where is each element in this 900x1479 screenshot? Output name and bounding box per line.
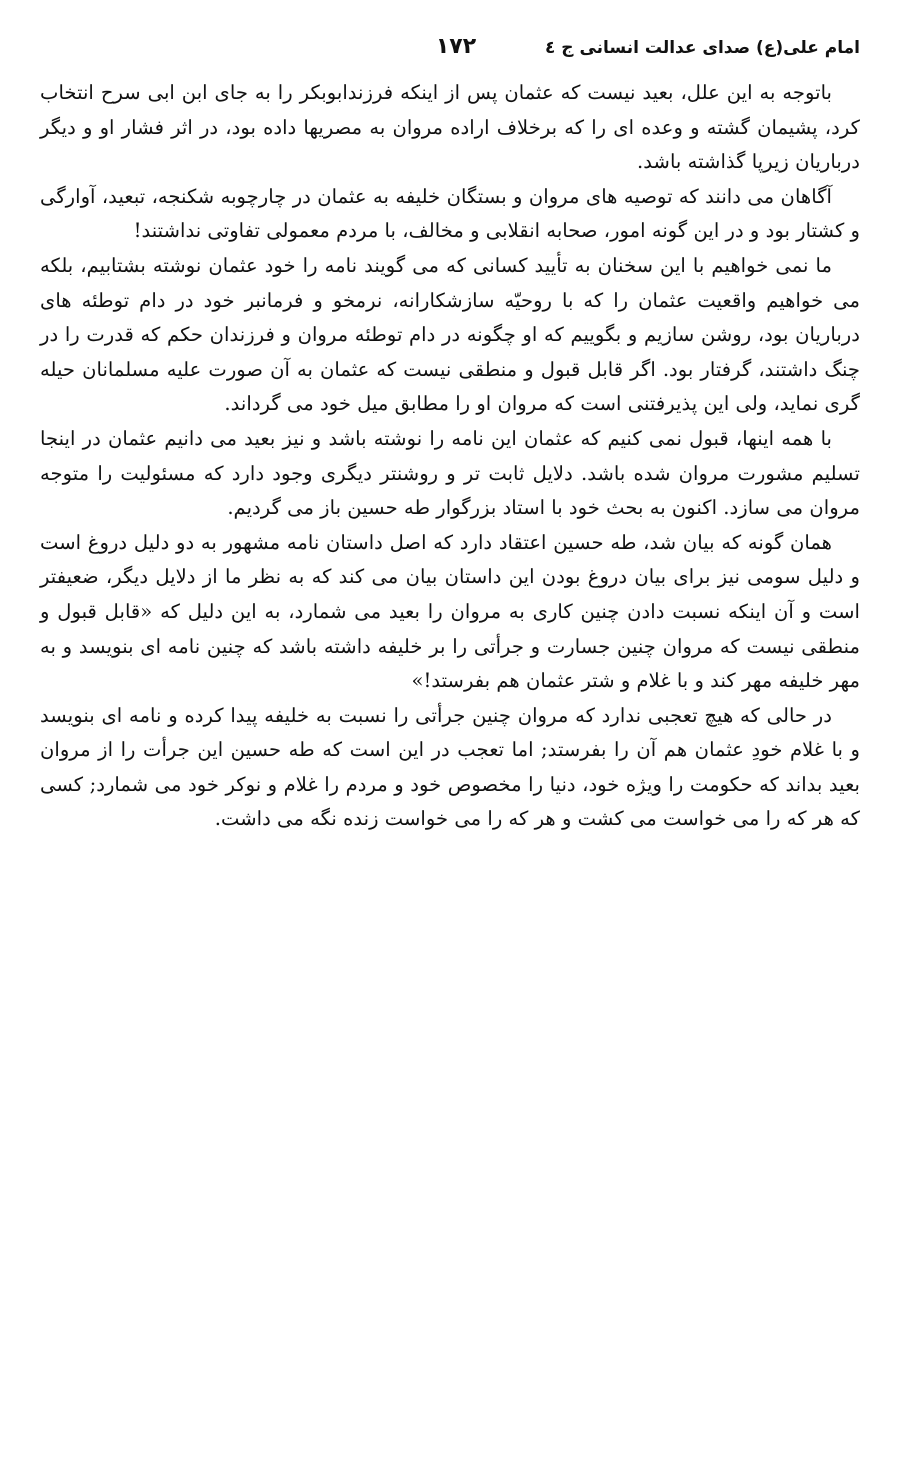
book-page: [40, 30, 860, 1450]
running-title: امام علی(ع) صدای عدالت انسانی ج ٤: [544, 38, 860, 58]
paragraph: آگاهان می دانند که توصیه های مروان و بستگان خلیفه به عثمان در چارچوبه شکنجه، تبعید، آوارگی و کشتار بود و در این گونه امور، صحابه انقلابی و مخالف، با مردم معمولی تفاوتی نداشتند!: [40, 184, 860, 243]
paragraph: باتوجه به این علل، بعید نیست که عثمان پس از اینکه فرزندابوبکر را به جای ابن ابی سرح انتخاب کرد، پشیمان گشته و وعده ای را که برخلاف اراده مروان به مصریها داده بود، در اثر فشار او و دیگر درباریان زیرپا گذاشته باشد.: [40, 81, 860, 174]
paragraph: همان گونه که بیان شد، طه حسین اعتقاد دارد که اصل داستان نامه مشهور به دو دلیل دروغ است و دلیل سومی نیز برای بیان دروغ بودن این داستان بیان می کند که به نظر ما از دلایل دیگر، ضعیفتر است و آن اینکه نسبت دادن چنین کاری به مروان را بعید می شمارد، به این دلیل که «قابل قبول و منطقی نیست که مروان چنین جسارت و جرأتی را بر خلیفه داشته باشد که چنین نامه ای بنویسد و به مهر خلیفه مهر کند و با غلام و شتر عثمان هم بفرستد!»: [40, 530, 860, 693]
page-number: ١٧٢: [435, 34, 477, 59]
paragraph: در حالی که هیچ تعجبی ندارد که مروان چنین جرأتی را نسبت به خلیفه پیدا کرده و نامه ای بنویسد و با غلام خودِ عثمان هم آن را بفرستد; اما تعجب در این است که طه حسین این جرأت را از مروان بعید بداند که حکومت را ویژه خود، دنیا را مخصوص خود و مردم را غلام و نوکر خود می شمارد; کسی که هر که را می خواست می کشت و هر که را می خواست زنده نگه می داشت.: [40, 703, 860, 831]
paragraph: با همه اینها، قبول نمی کنیم که عثمان این نامه را نوشته باشد و نیز بعید می دانیم عثمان در اینجا تسلیم مشورت مروان شده باشد. دلایل ثابت تر و روشنتر دیگری وجود دارد که مسئولیت را متوجه مروان می سازد. اکنون به بحث خود با استاد بزرگوار طه حسین باز می گردیم.: [40, 426, 860, 520]
page-header: [40, 30, 860, 70]
paragraph: ما نمی خواهیم با این سخنان به تأیید کسانی که می گویند نامه را خود عثمان نوشته بشتابیم، بلکه می خواهیم واقعیت عثمان را که با روحیّه سازشکارانه، نرمخو و فرمانبر خود در دام توطئه های درباریان بود، روشن سازیم و بگوییم که او چگونه در دام توطئه مروان و فرزندان حکم که قدرت را در چنگ داشتند، گرفتار بود. اگر قابل قبول و منطقی نیست که عثمان به آن صورت علیه مسلمانان حیله گری نماید، ولی این پذیرفتنی است که مروان او را مطابق میل خود می گرداند.: [40, 253, 860, 416]
body-text: [40, 76, 860, 837]
